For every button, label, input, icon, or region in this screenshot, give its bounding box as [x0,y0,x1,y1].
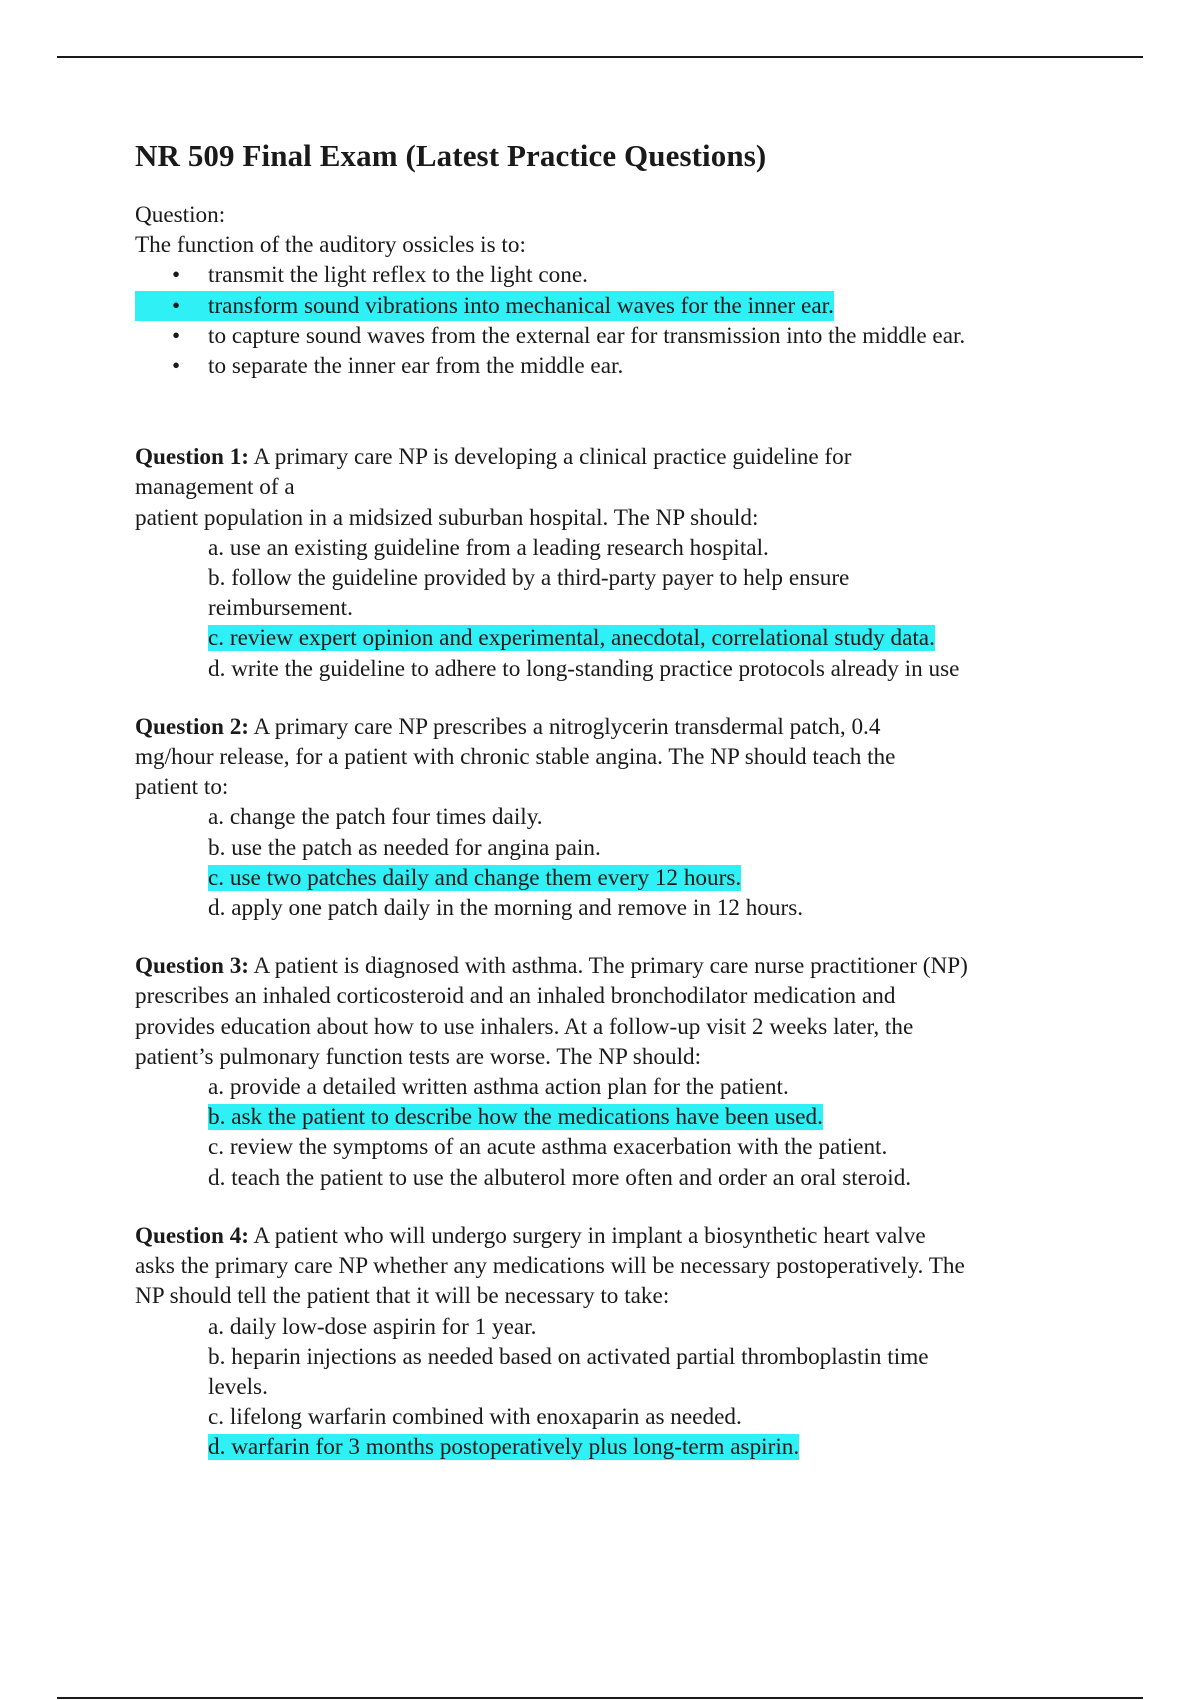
intro-options-list [135,260,1095,381]
bullet-icon: • [172,292,181,319]
question-1 [135,442,1095,684]
question-2-option-c-correct: c. use two patches daily and change them every 12 hours. [208,864,742,891]
top-rule [57,56,1143,58]
question-4-option-b-cont: levels. [208,1373,268,1400]
question-1-option-b-cont: reimbursement. [208,595,353,622]
question-3-stem-line-3: provides education about how to use inhalers. At a follow-up visit 2 weeks later, the [135,1013,914,1040]
question-4-stem-line-3: NP should tell the patient that it will be necessary to take: [135,1283,670,1310]
question-2-label: Question 2: [135,713,250,740]
question-2-option-a: a. change the patch four times daily. [208,804,543,831]
intro-option-4: • to separate the inner ear from the middle ear. [135,351,1095,381]
intro-option-3: • to capture sound waves from the external ear for transmission into the middle ear. [135,321,1095,351]
question-3-option-b-correct: b. ask the patient to describe how the medications have been used. [208,1104,823,1131]
bullet-icon: • [172,322,181,349]
question-2 [135,712,1095,923]
question-3-option-d: d. teach the patient to use the albuterol more often and order an oral steroid. [208,1164,912,1191]
question-3-stem-line-1: Question 3: A patient is diagnosed with asthma. The primary care nurse practitioner (NP) [135,953,968,980]
question-1-option-d: d. write the guideline to adhere to long-standing practice protocols already in use [208,655,960,682]
question-3-stem-line-2: prescribes an inhaled corticosteroid and an inhaled bronchodilator medication and [135,983,896,1010]
question-4-stem-line-1: Question 4: A patient who will undergo surgery in implant a biosynthetic heart valve [135,1222,926,1249]
document-title: NR 509 Final Exam (Latest Practice Questions) [135,138,767,173]
bullet-icon: • [172,262,181,289]
intro-question [135,200,1095,381]
question-4-label: Question 4: [135,1222,250,1249]
question-4 [135,1221,1095,1463]
question-3-option-a: a. provide a detailed written asthma action plan for the patient. [208,1074,789,1101]
question-1-option-a: a. use an existing guideline from a leading research hospital. [208,534,769,561]
question-2-option-d: d. apply one patch daily in the morning and remove in 12 hours. [208,895,804,922]
question-1-label: Question 1: [135,444,250,471]
question-2-stem-line-1: Question 2: A primary care NP prescribes a nitroglycerin transdermal patch, 0.4 [135,713,881,740]
bottom-rule [57,1697,1143,1699]
question-3 [135,951,1095,1193]
intro-option-1: • transmit the light reflex to the light cone. [135,260,1095,290]
question-4-option-c: c. lifelong warfarin combined with enoxaparin as needed. [208,1404,742,1431]
question-1-stem-line-2: management of a [135,474,295,501]
question-1-stem-line-1: Question 1: A primary care NP is developing a clinical practice guideline for [135,444,852,471]
intro-stem: The function of the auditory ossicles is to: [135,232,526,259]
question-1-option-c-correct: c. review expert opinion and experimental, anecdotal, correlational study data. [208,625,935,652]
question-3-option-c: c. review the symptoms of an acute asthma exacerbation with the patient. [208,1134,888,1161]
question-2-stem-line-3: patient to: [135,774,229,801]
question-4-option-a: a. daily low-dose aspirin for 1 year. [208,1313,537,1340]
intro-label: Question: [135,202,226,228]
question-2-option-b: b. use the patch as needed for angina pain. [208,834,601,861]
bullet-icon: • [172,353,181,380]
question-1-stem-line-3: patient population in a midsized suburban hospital. The NP should: [135,504,759,531]
question-3-stem-line-4: patient’s pulmonary function tests are worse. The NP should: [135,1043,702,1070]
question-4-stem-line-2: asks the primary care NP whether any medications will be necessary postoperatively. The [135,1253,965,1280]
question-4-option-d-correct: d. warfarin for 3 months postoperatively plus long-term aspirin. [208,1434,800,1461]
document-page [135,138,1095,1463]
question-3-label: Question 3: [135,953,250,980]
question-2-stem-line-2: mg/hour release, for a patient with chronic stable angina. The NP should teach the [135,744,896,771]
question-1-option-b: b. follow the guideline provided by a third-party payer to help ensure [208,565,850,592]
intro-option-2-correct: • transform sound vibrations into mechanical waves for the inner ear. [135,291,834,321]
question-4-option-b: b. heparin injections as needed based on activated partial thromboplastin time [208,1343,929,1370]
